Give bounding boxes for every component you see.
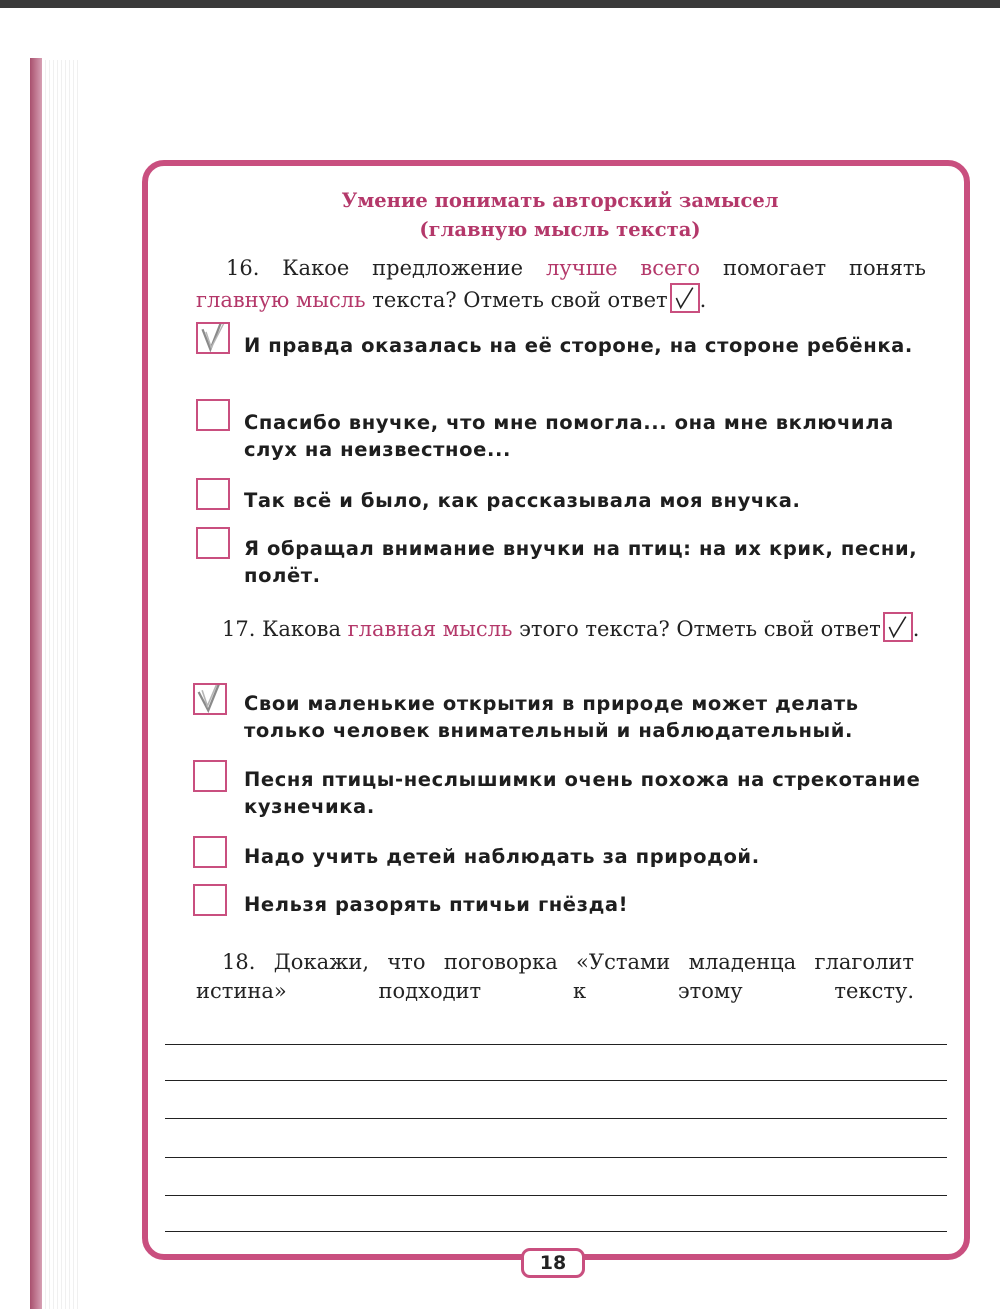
section-heading [150, 186, 970, 244]
question-16-text-b: помогает понять [722, 256, 926, 280]
q16-option-1-checkbox[interactable] [196, 322, 230, 354]
q17-option-4: Нельзя разорять птичьи гнёзда! [244, 893, 629, 916]
q16-option-3: Так всё и было, как рассказывала моя внучка. [244, 489, 801, 512]
answer-line-3[interactable] [165, 1118, 947, 1119]
answer-line-2[interactable] [165, 1080, 947, 1081]
question-16 [196, 254, 926, 315]
q17-option-2: Песня птицы-неслышимки очень похожа на стрекотание кузнечика. [244, 768, 921, 818]
question-16-highlight-b: главную мысль [196, 288, 366, 312]
question-17 [196, 612, 926, 644]
page-stack-edge [42, 60, 80, 1309]
question-18-number: 18. [222, 950, 256, 974]
question-17-highlight: главная мысль [347, 617, 513, 641]
question-17-text-b: этого текста? Отметь свой ответ [519, 617, 881, 641]
question-18-text: Докажи, что поговорка «Устами младенца глаголит истина» подходит к этому тексту. [196, 950, 914, 1003]
q17-option-3-checkbox[interactable] [193, 836, 227, 868]
book-cover-edge [30, 58, 42, 1309]
answer-line-1[interactable] [165, 1044, 947, 1045]
question-17-number: 17. [222, 617, 256, 641]
answer-mark-sample-icon [670, 283, 700, 313]
question-18 [196, 948, 914, 1035]
q16-option-2-checkbox[interactable] [196, 399, 230, 431]
q17-option-2-checkbox[interactable] [193, 760, 227, 792]
answer-mark-sample-icon [883, 612, 913, 642]
scan-border [0, 0, 1000, 8]
answer-line-5[interactable] [165, 1195, 947, 1196]
question-16-text-c: текста? Отметь свой ответ [372, 288, 668, 312]
section-title-line-2: (главную мысль текста) [419, 218, 701, 241]
q16-option-1: И правда оказалась на её стороне, на стороне ребёнка. [244, 334, 913, 357]
question-17-text-c: . [912, 617, 920, 641]
page-number: 18 [521, 1248, 585, 1278]
q17-option-4-checkbox[interactable] [193, 884, 227, 916]
q17-option-1-checkbox[interactable] [193, 683, 227, 715]
q17-option-1: Свои маленькие открытия в природе может делать только человек внимательный и наблюдательный. [244, 692, 859, 742]
q17-option-3: Надо учить детей наблюдать за природой. [244, 845, 760, 868]
section-title-line-1: Умение понимать авторский замысел [341, 189, 779, 212]
q16-option-4: Я обращал внимание внучки на птиц: на их крик, песни, полёт. [244, 537, 918, 587]
q16-option-2: Спасибо внучке, что мне помогла... она мне включила слух на неизвестное... [244, 411, 894, 461]
question-17-text-a: Какова [262, 617, 341, 641]
q16-option-3-checkbox[interactable] [196, 478, 230, 510]
question-16-text-a: Какое предложение [282, 256, 524, 280]
question-16-highlight-a: лучше всего [546, 256, 701, 280]
answer-line-4[interactable] [165, 1157, 947, 1158]
question-16-text-d: . [699, 288, 707, 312]
q16-option-4-checkbox[interactable] [196, 527, 230, 559]
answer-line-6[interactable] [165, 1231, 947, 1232]
question-16-number: 16. [226, 256, 260, 280]
